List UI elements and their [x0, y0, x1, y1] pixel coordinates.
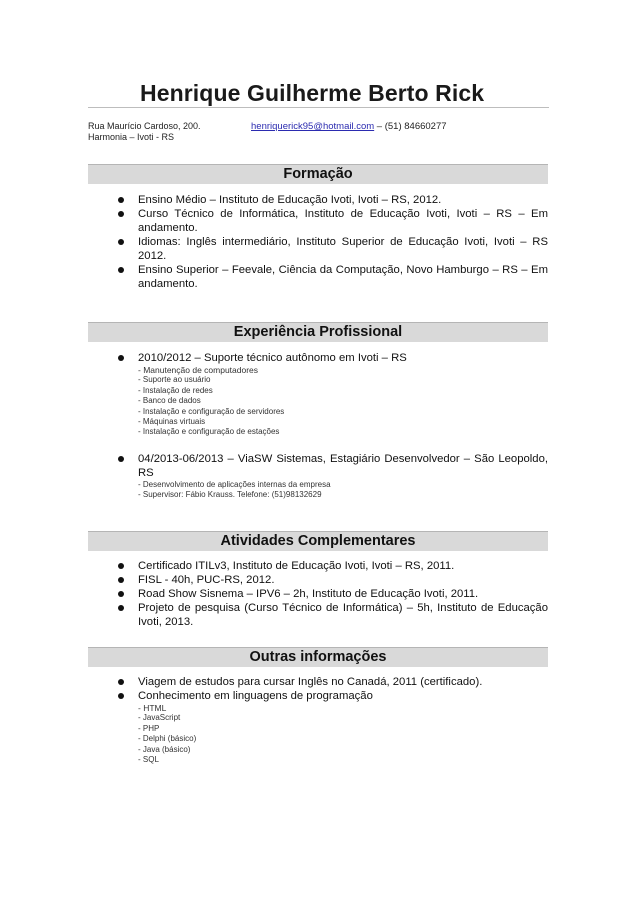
outras-list	[118, 675, 548, 765]
section-header-outras: Outras informações	[88, 647, 548, 667]
address-line-1: Rua Maurício Cardoso, 200.	[88, 121, 201, 131]
language-item: - HTML	[138, 703, 167, 713]
name-divider	[88, 107, 549, 108]
list-item: Ensino Superior – Feevale, Ciência da Computação, Novo Hamburgo – RS – Em andamento.	[118, 263, 548, 291]
atividades-list	[118, 559, 548, 629]
address-line-2: Harmonia – Ivoti - RS	[88, 132, 175, 142]
language-item: - Java (básico)	[138, 744, 191, 754]
section-header-formacao: Formação	[88, 164, 548, 184]
job-detail: - Instalação e configuração de estações	[138, 427, 280, 437]
formacao-list	[118, 193, 548, 291]
experiencia-list	[118, 351, 548, 438]
contact-info	[251, 121, 447, 132]
language-item: - JavaScript	[138, 713, 181, 723]
job-detail: - Suporte ao usuário	[138, 375, 211, 385]
section-header-atividades: Atividades Complementares	[88, 531, 548, 551]
job-detail: - Instalação de redes	[138, 385, 213, 395]
languages-heading: Conhecimento em linguagens de programação	[138, 690, 373, 702]
list-item: FISL - 40h, PUC-RS, 2012.	[118, 573, 548, 587]
job-detail: - Manutenção de computadores	[138, 365, 259, 375]
job-detail: - Instalação e configuração de servidores	[138, 406, 285, 416]
list-item: Projeto de pesquisa (Curso Técnico de Informática) – 5h, Instituto de Educação Ivoti, 2013.	[118, 601, 548, 629]
phone-text: – (51) 84660277	[374, 121, 447, 132]
list-item: Idiomas: Inglês intermediário, Instituto Superior de Educação Ivoti, Ivoti – RS 2012.	[118, 235, 548, 263]
list-item	[118, 689, 548, 765]
list-item	[118, 351, 548, 438]
job-title: 2010/2012 – Suporte técnico autônomo em Ivoti – RS	[138, 352, 407, 364]
list-item: Certificado ITILv3, Instituto de Educação Ivoti, Ivoti – RS, 2011.	[118, 559, 548, 573]
job-detail: - Máquinas virtuais	[138, 417, 206, 427]
address-block	[88, 121, 201, 143]
list-item: Viagem de estudos para cursar Inglês no Canadá, 2011 (certificado).	[118, 675, 548, 689]
email-link[interactable]: henriquerick95@hotmail.com	[251, 121, 375, 132]
list-item: Ensino Médio – Instituto de Educação Ivoti, Ivoti – RS, 2012.	[118, 193, 548, 207]
experiencia-list-2	[118, 452, 548, 501]
list-item: Curso Técnico de Informática, Instituto de Educação Ivoti, Ivoti – RS – Em andamento.	[118, 207, 548, 235]
job-title: 04/2013-06/2013 – ViaSW Sistemas, Estagiário Desenvolvedor – São Leopoldo, RS	[138, 453, 548, 479]
job-details	[138, 365, 548, 438]
list-item	[118, 452, 548, 501]
job-detail: - Desenvolvimento de aplicações internas da empresa	[138, 480, 331, 489]
job-details	[138, 480, 548, 501]
section-header-experiencia: Experiência Profissional	[88, 322, 548, 342]
candidate-name: Henrique Guilherme Berto Rick	[140, 80, 485, 106]
language-item: - Delphi (básico)	[138, 734, 197, 744]
list-item: Road Show Sisnema – IPV6 – 2h, Instituto de Educação Ivoti, 2011.	[118, 587, 548, 601]
job-detail: - Banco de dados	[138, 396, 201, 406]
language-item: - SQL	[138, 755, 159, 765]
language-item: - PHP	[138, 723, 160, 733]
job-detail: - Supervisor: Fábio Krauss. Telefone: (51)98132629	[138, 490, 322, 500]
languages-list	[138, 703, 548, 765]
